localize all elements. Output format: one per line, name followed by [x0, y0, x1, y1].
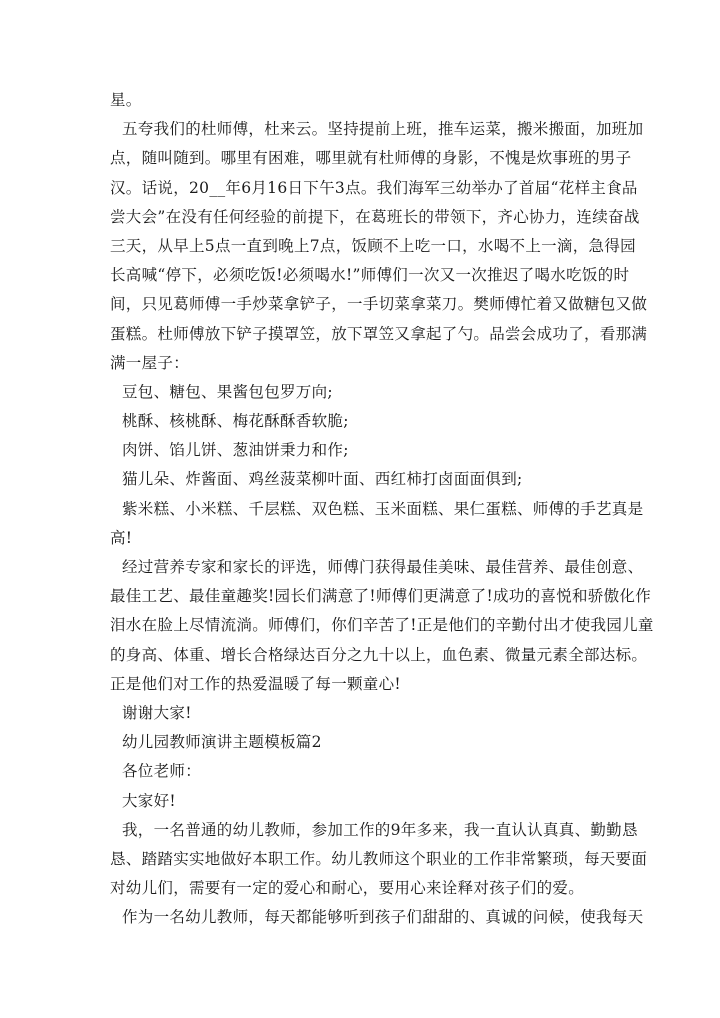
text-line: 正是他们对工作的热爱温暖了每一颗童心!	[110, 674, 401, 693]
text-line: 猫儿朵、炸酱面、鸡丝菠菜柳叶面、西红柿打卤面面俱到;	[122, 470, 523, 489]
text-line: 豆包、糖包、果酱包包罗万向;	[122, 382, 333, 401]
text-line: 间，只见葛师傅一手炒菜拿铲子，一手切菜拿菜刀。樊师傅忙着又做糖包又做	[110, 295, 648, 314]
text-line: 长高喊“停下，必须吃饭!必须喝水!”师傅们一次又一次推迟了喝水吃饭的时	[110, 266, 630, 285]
text-line: 恳、踏踏实实地做好本职工作。幼儿教师这个职业的工作非常繁琐，每天要面	[110, 849, 648, 868]
text-line: 肉饼、馅儿饼、葱油饼秉力和作;	[122, 441, 349, 460]
text-line: 谢谢大家!	[122, 703, 192, 722]
text-line: 最佳工艺、最佳童趣奖!园长们满意了!师傅们更满意了!成功的喜悦和骄傲化作	[110, 587, 651, 606]
text-line: 紫米糕、小米糕、千层糕、双色糕、玉米面糕、果仁蛋糕、师傅的手艺真是	[122, 499, 644, 518]
text-line: 蛋糕。杜师傅放下铲子摸罩笠，放下罩笠又拿起了勺。品尝会成功了，看那满	[110, 324, 648, 343]
text-line: 经过营养专家和家长的评选，师傅门获得最佳美味、最佳营养、最佳创意、	[122, 558, 644, 576]
text-line: 点，随叫随到。哪里有困难，哪里就有杜师傅的身影，不愧是炊事班的男子	[110, 149, 632, 168]
text-line: 我，一名普通的幼儿教师，参加工作的9年多来，我一直认认真真、勤勤恳	[122, 820, 638, 839]
text-line: 桃酥、核桃酥、梅花酥酥香软脆;	[122, 412, 349, 431]
text-line: 高!	[110, 528, 133, 547]
text-line: 的身高、体重、增长合格绿达百分之九十以上，血色素、微量元素全部达标。	[110, 645, 648, 664]
text-line: 对幼儿们，需要有一定的爱心和耐心，要用心来诠释对孩子们的爱。	[110, 879, 585, 898]
text-line: 各位老师：	[122, 762, 202, 781]
text-line: 星。	[110, 91, 142, 109]
text-line: 尝大会”在没有任何经验的前提下，在葛班长的带领下，齐心协力，连续奋战	[110, 207, 640, 226]
text-line: 三天，从早上5点一直到晚上7点，饭顾不上吃一口，水喝不上一滴，急得园	[110, 236, 636, 255]
document-body	[110, 86, 654, 932]
text-line: 汉。话说，20__年6月16日下午3点。我们海军三幼举办了首届“花样主食品	[110, 178, 638, 197]
text-line: 作为一名幼儿教师，每天都能够听到孩子们甜甜的、真诚的问候，使我每天	[122, 908, 644, 927]
text-line: 五夸我们的杜师傅，杜来云。坚持提前上班，推车运菜，搬米搬面，加班加	[122, 120, 644, 139]
text-line: 满一屋子：	[110, 353, 190, 372]
text-line: 泪水在脸上尽情流淌。师傅们，你们辛苦了!正是他们的辛勤付出才使我园儿童	[110, 616, 654, 635]
text-line: 幼儿园教师演讲主题模板篇2	[122, 733, 322, 752]
text-line: 大家好!	[122, 791, 176, 810]
